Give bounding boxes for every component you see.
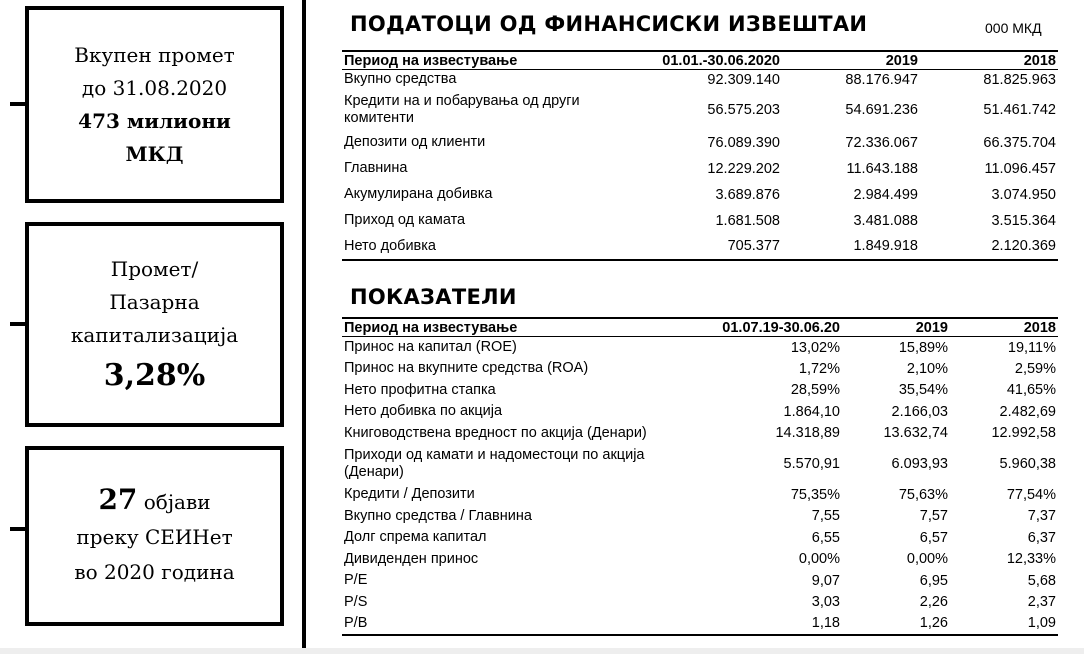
- box-text: во 2020 година: [74, 560, 235, 584]
- row-label: Книговодствена вредност по акција (Денари): [344, 424, 647, 441]
- row-label: Приход од камата: [344, 212, 466, 228]
- cell-value: 12.992,58: [991, 425, 1056, 442]
- box-text: Промет/: [110, 257, 199, 281]
- row-label: Нето добивка: [342, 234, 622, 260]
- cell-value: 15,89%: [898, 339, 948, 356]
- table-row: [342, 70, 1058, 90]
- cell-value: 3.515.364: [991, 212, 1056, 229]
- column-header: 2019: [782, 51, 920, 70]
- table-row: [342, 130, 1058, 156]
- cell-value: 11.096.457: [984, 160, 1056, 177]
- cell-value: 72.336.067: [845, 134, 918, 151]
- box-text: до 31.08.2020: [81, 75, 228, 100]
- unit-label: 000 МКД: [985, 20, 1042, 36]
- cell-value: 13,02%: [790, 339, 840, 356]
- cell-value: 88.176.947: [845, 71, 918, 88]
- cell-value: 9,07: [811, 572, 840, 589]
- row-label: P/B: [342, 613, 697, 635]
- row-label: P/S: [344, 593, 368, 610]
- cell-value: 92.309.140: [707, 71, 780, 88]
- total-turnover-box: [25, 6, 284, 203]
- cell-value: 6,37: [1027, 529, 1056, 546]
- column-header: Период на известување: [342, 318, 697, 337]
- cell-value: 5.960,38: [999, 456, 1056, 472]
- vertical-divider: [302, 0, 306, 654]
- table-row: [342, 337, 1058, 359]
- table-row: [342, 380, 1058, 402]
- column-header: Период на известување: [342, 51, 622, 70]
- cell-value: 12,33%: [1006, 551, 1056, 568]
- column-header: 2019: [842, 318, 950, 337]
- cell-value: 75,63%: [898, 486, 948, 503]
- column-header: 01.01.-30.06.2020: [622, 51, 782, 70]
- cell-value: 19,11%: [1007, 339, 1056, 356]
- table-row: [342, 156, 1058, 182]
- cell-value: 6,57: [919, 529, 948, 546]
- cell-value: 7,57: [919, 508, 948, 525]
- cell-value: 2.120.369: [920, 234, 1058, 260]
- cell-value: 7,37: [1027, 508, 1056, 525]
- cell-value: 1,72%: [798, 360, 840, 377]
- cell-value: 2,26: [919, 594, 948, 611]
- connector-tick: [10, 102, 26, 106]
- row-label: Акумулирана добивка: [344, 186, 493, 202]
- row-label: Нето профитна стапка: [344, 381, 496, 398]
- row-label: Принос на вкупните средства (ROA): [344, 360, 589, 377]
- box-value: 473 милиони: [78, 108, 231, 133]
- box-text: капитализација: [70, 323, 239, 347]
- row-label: Главнина: [344, 160, 408, 176]
- cell-value: 3,03: [811, 594, 840, 611]
- cell-value: 75,35%: [790, 486, 840, 503]
- cell-value: 11.643.188: [846, 160, 918, 177]
- cell-value: 6,95: [919, 572, 948, 589]
- cell-value: 0,00%: [798, 551, 840, 568]
- connector-tick: [10, 322, 26, 326]
- cell-value: 35,54%: [898, 382, 948, 399]
- box-value-unit: МКД: [125, 141, 184, 166]
- box-text: Пазарна: [109, 290, 200, 314]
- indicators-table: [342, 317, 1058, 636]
- box-text: преку СЕИНет: [76, 525, 233, 549]
- cell-value: 1,09: [950, 613, 1058, 635]
- cell-value: 1,26: [842, 613, 950, 635]
- table-header-row: [342, 51, 1058, 70]
- cell-value: 6,55: [811, 529, 840, 546]
- row-label: Депозити од клиенти: [344, 134, 486, 150]
- table-row: [342, 182, 1058, 208]
- table-row: [342, 484, 1058, 506]
- table-row: [342, 401, 1058, 423]
- cell-value: 13.632,74: [883, 425, 948, 442]
- cell-value: 2,10%: [906, 360, 948, 377]
- seinet-announcements-box: [25, 446, 284, 626]
- financial-section-title: ПОДАТОЦИ ОД ФИНАНСИСКИ ИЗВЕШТАИ: [350, 12, 868, 36]
- column-header: 2018: [950, 318, 1058, 337]
- table-row: [342, 527, 1058, 549]
- cell-value: 41,65%: [1006, 382, 1056, 399]
- connector-tick: [10, 527, 26, 531]
- cell-value: 1.864,10: [783, 403, 840, 420]
- row-label: Дивиденден принос: [344, 550, 479, 567]
- cell-value: 12.229.202: [707, 160, 780, 177]
- cell-value: 76.089.390: [707, 134, 780, 151]
- cell-value: 1,18: [697, 613, 842, 635]
- box-text: објави: [137, 490, 211, 514]
- announcement-count: 27: [98, 483, 138, 516]
- cell-value: 51.461.742: [983, 101, 1056, 118]
- cell-value: 7,55: [811, 508, 840, 525]
- table-row: [342, 570, 1058, 592]
- row-label: Нето добивка по акција: [344, 403, 503, 420]
- cell-value: 6.093,93: [891, 456, 948, 472]
- row-label: Кредити / Депозити: [344, 486, 475, 503]
- cell-value: 1.849.918: [782, 234, 920, 260]
- cell-value: 66.375.704: [983, 134, 1056, 151]
- row-label: Вкупно средства: [344, 71, 457, 88]
- table-row: [342, 506, 1058, 528]
- table-row: [342, 613, 1058, 635]
- cell-value: 5.570,91: [783, 456, 840, 472]
- cell-value: 0,00%: [906, 551, 948, 568]
- cell-value: 2.166,03: [891, 403, 948, 420]
- table-row: [342, 90, 1058, 130]
- cell-value: 3.074.950: [991, 186, 1056, 203]
- table-header-row: [342, 318, 1058, 337]
- cell-value: 77,54%: [1006, 486, 1056, 503]
- table-row: [342, 423, 1058, 445]
- box-text-row: [98, 482, 210, 520]
- row-label: Приходи од камати и надоместоци по акција (Денари): [344, 447, 645, 480]
- cell-value: 54.691.236: [845, 101, 918, 118]
- column-header: 01.07.19-30.06.20: [697, 318, 842, 337]
- cell-value: 28,59%: [790, 382, 840, 399]
- row-label: P/E: [344, 572, 368, 589]
- financial-table: [342, 50, 1058, 261]
- row-label: Вкупно средства / Главнина: [344, 507, 532, 524]
- cell-value: 14.318,89: [775, 425, 840, 442]
- cell-value: 56.575.203: [707, 101, 780, 118]
- table-row: [342, 444, 1058, 484]
- indicators-section-title: ПОКАЗАТЕЛИ: [350, 285, 517, 309]
- cell-value: 3.481.088: [853, 212, 918, 229]
- row-label: Кредити на и побарувања од други комитенти: [344, 92, 580, 126]
- cell-value: 3.689.876: [715, 186, 780, 203]
- cell-value: 5,68: [1027, 572, 1056, 589]
- row-label: Долг спрема капитал: [344, 529, 487, 546]
- cell-value: 81.825.963: [983, 71, 1056, 88]
- cell-value: 2.984.499: [853, 186, 918, 203]
- table-row: [342, 358, 1058, 380]
- box-text: Вкупен промет: [74, 42, 235, 67]
- cell-value: 2,59%: [1014, 360, 1056, 377]
- column-header: 2018: [920, 51, 1058, 70]
- table-row: [342, 234, 1058, 260]
- cell-value: 2,37: [1027, 594, 1056, 611]
- table-row: [342, 208, 1058, 234]
- box-value: 3,28%: [103, 358, 206, 393]
- table-row: [342, 592, 1058, 614]
- bottom-bar: [0, 648, 1084, 654]
- cell-value: 1.681.508: [715, 212, 780, 229]
- cell-value: 2.482,69: [999, 403, 1056, 420]
- table-row: [342, 549, 1058, 571]
- cell-value: 705.377: [622, 234, 782, 260]
- row-label: Принос на капитал (ROE): [344, 339, 517, 355]
- turnover-market-cap-box: [25, 222, 284, 427]
